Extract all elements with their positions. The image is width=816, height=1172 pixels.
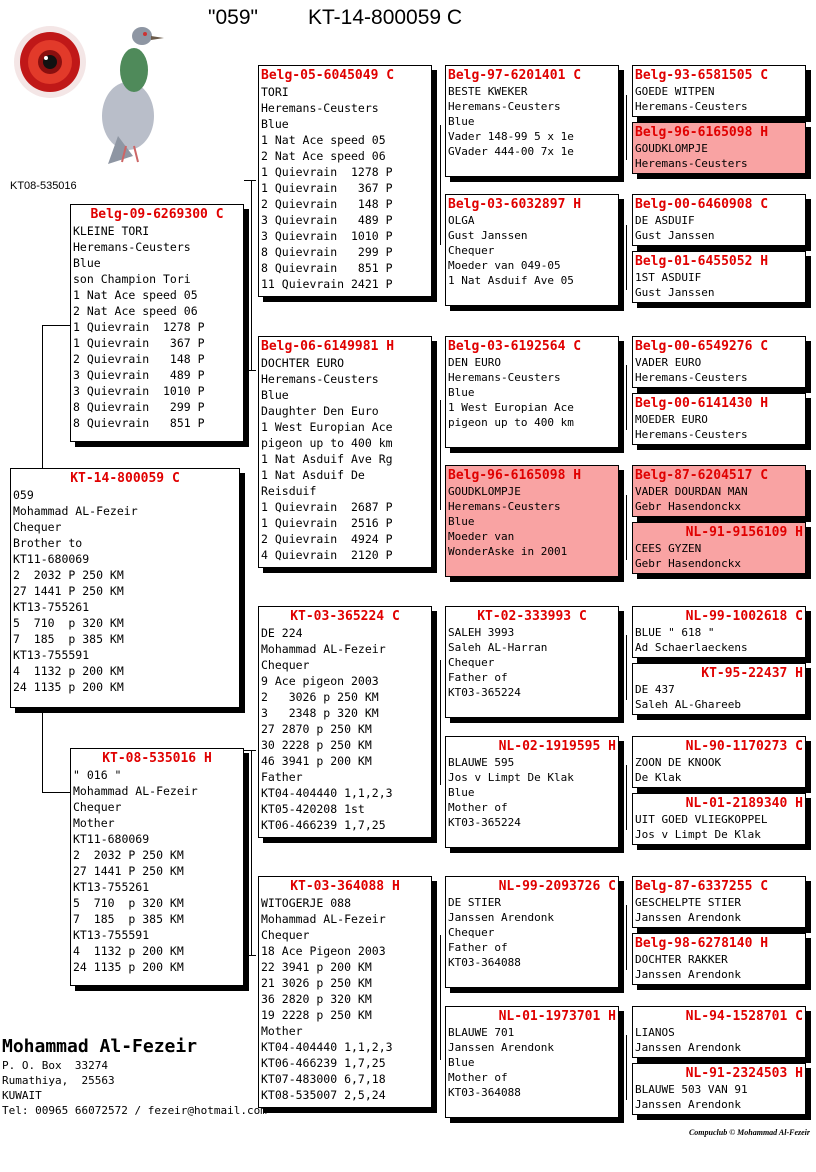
grandparent-card[interactable] xyxy=(258,606,432,838)
ring-number: KT-08-535016 H xyxy=(102,751,212,766)
card-lines xyxy=(635,484,803,514)
card-line: Vader 148-99 5 x 1e xyxy=(448,130,574,143)
card-line: WITOGERJE 088 xyxy=(261,896,352,910)
ring-number: NL-90-1170273 C xyxy=(685,739,803,754)
ring-number: Belg-87-6204517 C xyxy=(635,468,769,483)
card-line: Janssen Arendonk xyxy=(448,911,554,924)
sire-card[interactable] xyxy=(70,204,244,442)
card-lines xyxy=(448,755,616,830)
card-line: Gebr Hasendonckx xyxy=(635,557,741,570)
card-line: 2 Nat Ace speed 06 xyxy=(73,304,198,318)
card-lines xyxy=(261,355,429,563)
card-line: 8 Quievrain 851 P xyxy=(73,416,205,430)
card-line: GOEDE WITPEN xyxy=(635,85,715,98)
card-line: 059 xyxy=(13,488,34,502)
ancestor-card[interactable] xyxy=(632,876,806,928)
connector xyxy=(244,955,256,956)
ring-number: NL-91-2324503 H xyxy=(685,1066,803,1081)
card-lines xyxy=(635,84,803,114)
connector xyxy=(440,660,441,785)
card-line: 1 Quievrain 2687 P xyxy=(261,500,393,514)
card-line: 11 Quievrain 2421 P xyxy=(261,277,393,291)
card-line: 1 Quievrain 1278 P xyxy=(261,165,393,179)
card-line: KT03-364088 xyxy=(448,956,521,969)
ring-number: KT-03-365224 C xyxy=(290,609,400,624)
grandparent-card[interactable] xyxy=(258,65,432,297)
ancestor-card[interactable] xyxy=(632,65,806,117)
card-lines xyxy=(448,355,616,430)
card-line: Chequer xyxy=(13,520,62,534)
card-lines xyxy=(448,213,616,288)
card-lines xyxy=(448,84,616,159)
card-line: VADER EURO xyxy=(635,356,702,369)
card-line: BLAUWE 595 xyxy=(448,756,515,769)
card-line: KT13-755591 xyxy=(73,928,150,942)
card-line: ZOON DE KNOOK xyxy=(635,756,722,769)
ancestor-card[interactable] xyxy=(632,1006,806,1058)
card-lines xyxy=(635,412,803,442)
card-lines xyxy=(635,270,803,300)
card-line: 30 2228 p 250 KM xyxy=(261,738,372,752)
pigeon-nickname: "059" xyxy=(208,6,258,29)
card-line: 1ST ASDUIF xyxy=(635,271,702,284)
card-lines xyxy=(13,487,237,695)
card-line: 2 3026 p 250 KM xyxy=(261,690,379,704)
card-line: 3 Quievrain 1010 P xyxy=(261,229,393,243)
card-line: KT06-466239 1,7,25 xyxy=(261,818,386,832)
copyright-footer: Compuclub © Mohammad Al-Fezeir xyxy=(688,1128,810,1137)
card-lines xyxy=(635,755,803,785)
card-line: 7 185 p 385 KM xyxy=(13,632,124,646)
card-line: Heremans-Ceusters xyxy=(73,240,191,254)
card-lines xyxy=(635,1025,803,1055)
card-line: KT11-680069 xyxy=(73,832,150,846)
card-line: KT06-466239 1,7,25 xyxy=(261,1056,386,1070)
card-line: Reisduif xyxy=(261,484,317,498)
card-line: 24 1135 p 200 KM xyxy=(13,680,124,694)
card-line: Chequer xyxy=(448,244,495,257)
card-line: 46 3941 p 200 KM xyxy=(261,754,372,768)
connector xyxy=(626,905,627,970)
card-lines xyxy=(635,895,803,925)
pigeon-ring-number: KT-14-800059 C xyxy=(308,6,463,29)
owner-name: Mohammad Al-Fezeir xyxy=(2,1036,198,1057)
owner-contact-lines xyxy=(2,1058,267,1118)
card-line: BLUE " 618 " xyxy=(635,626,715,639)
card-line: Ad Schaerlaeckens xyxy=(635,641,748,654)
card-line: 1 Quievrain 367 P xyxy=(261,181,393,195)
card-line: DEN EURO xyxy=(448,356,501,369)
card-line: DOCHTER EURO xyxy=(261,356,345,370)
card-line: Brother to xyxy=(13,536,83,550)
ring-number: Belg-96-6165098 H xyxy=(448,468,582,483)
card-lines xyxy=(261,625,429,833)
great-grandparent-card[interactable] xyxy=(445,336,619,448)
card-line: 7 185 p 385 KM xyxy=(73,912,184,926)
card-line: pigeon up to 400 km xyxy=(261,436,393,450)
card-line: 1 Nat Asduif Ave 05 xyxy=(448,274,574,287)
card-line: Heremans-Ceusters xyxy=(635,371,748,384)
card-line: Blue xyxy=(448,786,475,799)
card-line: 4 1132 p 200 KM xyxy=(73,944,184,958)
ring-number: KT-14-800059 C xyxy=(70,471,180,486)
card-line: " 016 " xyxy=(73,768,122,782)
connector xyxy=(244,180,256,181)
card-line: 8 Quievrain 299 P xyxy=(261,245,393,259)
card-lines xyxy=(635,812,803,842)
card-line: 1 Nat Ace speed 05 xyxy=(261,133,386,147)
connector xyxy=(626,1035,627,1100)
card-line: pigeon up to 400 km xyxy=(448,416,574,429)
card-line: Jos v Limpt De Klak xyxy=(635,828,761,841)
great-grandparent-card[interactable] xyxy=(445,736,619,848)
connector xyxy=(42,792,70,793)
owner-contact-line: Rumathiya, 25563 xyxy=(2,1074,115,1087)
card-line: 22 3941 p 200 KM xyxy=(261,960,372,974)
card-line: DE STIER xyxy=(448,896,501,909)
card-line: Chequer xyxy=(448,926,495,939)
card-line: KT04-404440 1,1,2,3 xyxy=(261,786,393,800)
card-line: 1 Nat Asduif Ave Rg xyxy=(261,452,393,466)
card-line: Blue xyxy=(73,256,101,270)
card-line: Blue xyxy=(448,1056,475,1069)
subject-pigeon-card[interactable] xyxy=(10,468,240,708)
card-line: 2 Nat Ace speed 06 xyxy=(261,149,386,163)
card-line: GOUDKLOMPJE xyxy=(448,485,521,498)
card-line: 1 Nat Ace speed 05 xyxy=(73,288,198,302)
card-line: KT03-364088 xyxy=(448,1086,521,1099)
card-lines xyxy=(261,84,429,292)
ring-number: Belg-98-6278140 H xyxy=(635,936,769,951)
card-line: KT03-365224 xyxy=(448,816,521,829)
card-line: DOCHTER RAKKER xyxy=(635,953,728,966)
ancestor-card[interactable] xyxy=(632,933,806,985)
card-line: 3 2348 p 320 KM xyxy=(261,706,379,720)
ring-number: NL-01-2189340 H xyxy=(685,796,803,811)
card-lines xyxy=(635,141,803,171)
connector xyxy=(626,225,627,290)
card-line: UIT GOED VLIEGKOPPEL xyxy=(635,813,768,826)
ring-number: NL-02-1919595 H xyxy=(498,739,616,754)
ancestor-card[interactable] xyxy=(632,1063,806,1115)
card-lines xyxy=(635,541,803,571)
card-line: Blue xyxy=(448,515,475,528)
ring-number: Belg-05-6045049 C xyxy=(261,68,395,83)
ancestor-card[interactable] xyxy=(632,663,806,715)
card-line: 18 Ace Pigeon 2003 xyxy=(261,944,386,958)
ring-number: KT-02-333993 C xyxy=(477,609,587,624)
card-line: Gebr Hasendonckx xyxy=(635,500,741,513)
card-line: Heremans-Ceusters xyxy=(261,101,379,115)
ring-number: NL-91-9156109 H xyxy=(685,525,803,540)
card-line: KT03-365224 xyxy=(448,686,521,699)
card-line: 27 1441 P 250 KM xyxy=(13,584,124,598)
card-line: Saleh AL-Ghareeb xyxy=(635,698,741,711)
card-line: KT11-680069 xyxy=(13,552,90,566)
ring-number: Belg-09-6269300 C xyxy=(90,207,224,222)
ring-number: NL-94-1528701 C xyxy=(685,1009,803,1024)
card-line: 3 Quievrain 489 P xyxy=(73,368,205,382)
card-lines xyxy=(448,625,616,700)
card-line: GVader 444-00 7x 1e xyxy=(448,145,574,158)
card-lines xyxy=(448,1025,616,1100)
card-line: 1 West Europian Ace xyxy=(448,401,574,414)
card-line: SALEH 3993 xyxy=(448,626,515,639)
ring-number: Belg-00-6141430 H xyxy=(635,396,769,411)
pigeon-photo xyxy=(8,16,168,166)
card-lines xyxy=(73,223,241,431)
owner-contact-line: KUWAIT xyxy=(2,1089,42,1102)
card-line: 1 Quievrain 367 P xyxy=(73,336,205,350)
card-line: 8 Quievrain 851 P xyxy=(261,261,393,275)
connector xyxy=(244,750,256,751)
card-line: Saleh AL-Harran xyxy=(448,641,548,654)
card-line: KT08-535007 2,5,24 xyxy=(261,1088,386,1102)
card-line: KT04-404440 1,1,2,3 xyxy=(261,1040,393,1054)
card-line: DE 224 xyxy=(261,626,303,640)
ancestor-card[interactable] xyxy=(632,336,806,388)
card-lines xyxy=(635,1082,803,1112)
card-line: Janssen Arendonk xyxy=(635,1041,741,1054)
card-line: 4 Quievrain 2120 P xyxy=(261,548,393,562)
ancestor-card[interactable] xyxy=(632,793,806,845)
connector xyxy=(626,635,627,700)
card-line: Chequer xyxy=(73,800,122,814)
card-line: DE 437 xyxy=(635,683,675,696)
ring-number: Belg-03-6032897 H xyxy=(448,197,582,212)
ring-number: NL-01-1973701 H xyxy=(498,1009,616,1024)
ring-number: KT-95-22437 H xyxy=(701,666,803,681)
connector xyxy=(440,400,441,510)
card-line: CEES GYZEN xyxy=(635,542,702,555)
ring-number: NL-99-1002618 C xyxy=(685,609,803,624)
card-line: KT13-755261 xyxy=(73,880,150,894)
card-line: Janssen Arendonk xyxy=(635,968,741,981)
card-line: Gust Janssen xyxy=(448,229,528,242)
card-line: Mohammad AL-Fezeir xyxy=(261,642,386,656)
ring-number: Belg-97-6201401 C xyxy=(448,68,582,83)
card-lines xyxy=(635,625,803,655)
card-lines xyxy=(448,895,616,970)
connector xyxy=(251,180,252,370)
great-grandparent-card[interactable] xyxy=(445,65,619,177)
card-line: 1 Quievrain 1278 P xyxy=(73,320,205,334)
card-line: 8 Quievrain 299 P xyxy=(73,400,205,414)
card-line: MOEDER EURO xyxy=(635,413,708,426)
card-line: Mother xyxy=(73,816,115,830)
card-line: 27 1441 P 250 KM xyxy=(73,864,184,878)
card-line: Blue xyxy=(261,117,289,131)
ancestor-card[interactable] xyxy=(632,393,806,445)
card-line: TORI xyxy=(261,85,289,99)
card-line: KT13-755261 xyxy=(13,600,90,614)
card-lines xyxy=(635,952,803,982)
ring-number: Belg-00-6460908 C xyxy=(635,197,769,212)
connector xyxy=(42,712,43,792)
great-grandparent-card[interactable] xyxy=(445,876,619,988)
card-line: Heremans-Ceusters xyxy=(635,100,748,113)
card-line: 2 2032 P 250 KM xyxy=(73,848,184,862)
card-line: De Klak xyxy=(635,771,682,784)
card-line: BESTE KWEKER xyxy=(448,85,528,98)
connector xyxy=(244,370,256,371)
ring-number: KT-03-364088 H xyxy=(290,879,400,894)
card-lines xyxy=(635,355,803,385)
card-line: Father xyxy=(261,770,303,784)
card-line: 2 2032 P 250 KM xyxy=(13,568,124,582)
card-line: DE ASDUIF xyxy=(635,214,695,227)
card-line: Mohammad AL-Fezeir xyxy=(261,912,386,926)
connector xyxy=(626,365,627,430)
great-grandparent-card-highlighted[interactable] xyxy=(445,465,619,577)
card-lines xyxy=(73,767,241,975)
card-line: Janssen Arendonk xyxy=(448,1041,554,1054)
ring-number: Belg-93-6581505 C xyxy=(635,68,769,83)
card-line: Mother of xyxy=(448,801,508,814)
grandparent-card[interactable] xyxy=(258,336,432,568)
connector xyxy=(440,935,441,1060)
card-line: Janssen Arendonk xyxy=(635,911,741,924)
connector xyxy=(626,765,627,830)
ancestor-card-highlighted[interactable] xyxy=(632,522,806,574)
card-line: 19 2228 p 250 KM xyxy=(261,1008,372,1022)
card-line: Daughter Den Euro xyxy=(261,404,379,418)
connector xyxy=(626,495,627,560)
card-line: 1 Nat Asduif De xyxy=(261,468,365,482)
photo-ring-code: KT08-535016 xyxy=(10,180,77,192)
ancestor-card-highlighted[interactable] xyxy=(632,465,806,517)
great-grandparent-card[interactable] xyxy=(445,1006,619,1118)
owner-contact-line: P. O. Box 33274 xyxy=(2,1059,108,1072)
card-line: Heremans-Ceusters xyxy=(635,157,748,170)
ancestor-card[interactable] xyxy=(632,251,806,303)
ancestor-card[interactable] xyxy=(632,606,806,658)
card-line: Mohammad AL-Fezeir xyxy=(73,784,198,798)
card-line: Father of xyxy=(448,941,508,954)
great-grandparent-card[interactable] xyxy=(445,194,619,306)
card-line: Heremans-Ceusters xyxy=(261,372,379,386)
ancestor-card-highlighted[interactable] xyxy=(632,122,806,174)
ring-number: NL-99-2093726 C xyxy=(498,879,616,894)
card-line: 2 Quievrain 148 P xyxy=(73,352,205,366)
card-line: GOUDKLOMPJE xyxy=(635,142,708,155)
card-line: Jos v Limpt De Klak xyxy=(448,771,574,784)
card-line: Blue xyxy=(448,386,475,399)
card-line: 21 3026 p 250 KM xyxy=(261,976,372,990)
ring-number: Belg-06-6149981 H xyxy=(261,339,395,354)
ring-number: Belg-87-6337255 C xyxy=(635,879,769,894)
grandparent-card[interactable] xyxy=(258,876,432,1108)
card-line: KT07-483000 6,7,18 xyxy=(261,1072,386,1086)
card-line: 4 1132 p 200 KM xyxy=(13,664,124,678)
card-line: 27 2870 p 250 KM xyxy=(261,722,372,736)
card-line: 5 710 p 320 KM xyxy=(73,896,184,910)
card-line: Heremans-Ceusters xyxy=(635,428,748,441)
card-line: 36 2820 p 320 KM xyxy=(261,992,372,1006)
card-line: 24 1135 p 200 KM xyxy=(73,960,184,974)
card-line: 1 Quievrain 2516 P xyxy=(261,516,393,530)
card-line: VADER DOURDAN MAN xyxy=(635,485,748,498)
ring-number: Belg-01-6455052 H xyxy=(635,254,769,269)
ring-number: Belg-03-6192564 C xyxy=(448,339,582,354)
card-line: Mother xyxy=(261,1024,303,1038)
card-line: Blue xyxy=(448,115,475,128)
card-line: 3 Quievrain 489 P xyxy=(261,213,393,227)
card-line: KT05-420208 1st xyxy=(261,802,365,816)
card-lines xyxy=(448,484,616,559)
card-line: Gust Janssen xyxy=(635,229,715,242)
card-line: Mohammad AL-Fezeir xyxy=(13,504,138,518)
card-line: BLAUWE 701 xyxy=(448,1026,515,1039)
card-lines xyxy=(635,682,803,712)
card-line: Chequer xyxy=(261,928,310,942)
card-line: 2 Quievrain 4924 P xyxy=(261,532,393,546)
card-line: WonderAske in 2001 xyxy=(448,545,568,558)
card-line: Chequer xyxy=(261,658,310,672)
card-line: LIANOS xyxy=(635,1026,675,1039)
ancestor-card[interactable] xyxy=(632,736,806,788)
card-line: Heremans-Ceusters xyxy=(448,371,561,384)
connector xyxy=(251,750,252,955)
connector xyxy=(42,325,43,470)
card-line: Chequer xyxy=(448,656,495,669)
card-lines xyxy=(635,213,803,243)
card-line: Father of xyxy=(448,671,508,684)
card-line: OLGA xyxy=(448,214,475,227)
ring-number: Belg-96-6165098 H xyxy=(635,125,769,140)
card-line: KLEINE TORI xyxy=(73,224,150,238)
card-line: KT13-755591 xyxy=(13,648,90,662)
card-line: Heremans-Ceusters xyxy=(448,100,561,113)
ancestor-card[interactable] xyxy=(632,194,806,246)
ring-number: Belg-00-6549276 C xyxy=(635,339,769,354)
card-line: 1 West Europian Ace xyxy=(261,420,393,434)
card-line: Heremans-Ceusters xyxy=(448,500,561,513)
card-line: 5 710 p 320 KM xyxy=(13,616,124,630)
card-line: BLAUWE 503 VAN 91 xyxy=(635,1083,748,1096)
card-line: Janssen Arendonk xyxy=(635,1098,741,1111)
connector xyxy=(440,125,441,245)
card-line: Blue xyxy=(261,388,289,402)
great-grandparent-card[interactable] xyxy=(445,606,619,718)
card-lines xyxy=(261,895,429,1103)
card-line: 9 Ace pigeon 2003 xyxy=(261,674,379,688)
card-line: GESCHELPTE STIER xyxy=(635,896,741,909)
card-line: Gust Janssen xyxy=(635,286,715,299)
card-line: son Champion Tori xyxy=(73,272,191,286)
card-line: 2 Quievrain 148 P xyxy=(261,197,393,211)
card-line: Mother of xyxy=(448,1071,508,1084)
dam-card[interactable] xyxy=(70,748,244,986)
owner-info xyxy=(2,1036,267,1118)
card-line: Moeder van xyxy=(448,530,515,543)
connector xyxy=(626,95,627,160)
card-line: 3 Quievrain 1010 P xyxy=(73,384,205,398)
owner-contact-line: Tel: 00965 66072572 / fezeir@hotmail.com xyxy=(2,1104,267,1117)
connector xyxy=(42,325,70,326)
card-line: Moeder van 049-05 xyxy=(448,259,561,272)
